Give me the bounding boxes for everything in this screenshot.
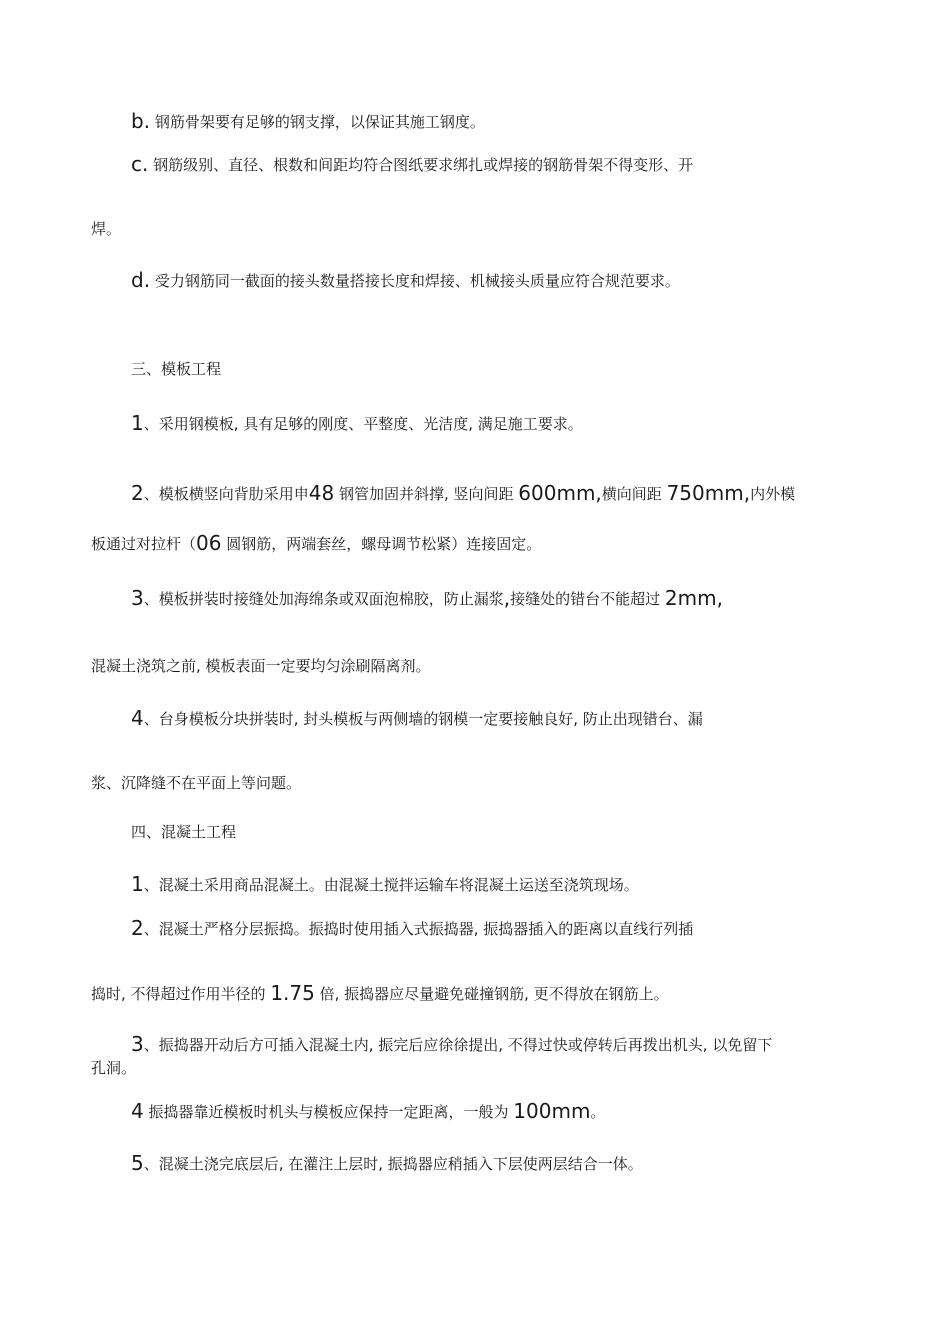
item-marker: 1: [131, 872, 144, 896]
paragraph-formwork-2: [131, 483, 795, 504]
paragraph-text: 、振捣器开动后方可插入混凝土内, 振完后应徐徐提出, 不得过快或停转后再拨出机头, 以免留下: [143, 1036, 773, 1054]
number-value: 750mm,: [666, 481, 751, 505]
paragraph-text: 。: [590, 1103, 606, 1121]
paragraph-text: 横向间距: [601, 485, 667, 503]
number-value: 2mm,: [664, 586, 723, 610]
number-value: ,: [503, 586, 511, 610]
section-heading-concrete: [131, 822, 236, 842]
paragraph-text: 倍, 振捣器应尽量避免碰撞钢筋, 更不得放在钢筋上。: [314, 985, 669, 1003]
number-value: 600mm,: [518, 481, 602, 505]
paragraph-text: 钢筋骨架要有足够的钢支撑，以保证其施工钢度。: [150, 113, 485, 131]
paragraph-text: 、台身模板分块拼装时, 封头模板与两侧墙的钢模一定要接触良好, 防止出现错台、漏: [143, 710, 703, 728]
paragraph-text: 钢管加固并斜撑, 竖向间距: [334, 485, 519, 503]
item-marker: 4: [131, 706, 144, 730]
section-title: 四、混凝土工程: [131, 823, 237, 841]
paragraph-text: 孔洞。: [91, 1059, 137, 1077]
paragraph-text: 、模板横竖向背肋采用申: [143, 485, 309, 503]
paragraph-text: 、混凝土浇完底层后, 在灌注上层时, 振捣器应稍插入下层使两层结合一体。: [143, 1155, 643, 1173]
paragraph-concrete-3: [131, 1034, 772, 1055]
paragraph-text: 、采用钢模板, 具有足够的刚度、平整度、光洁度, 满足施工要求。: [143, 415, 583, 433]
paragraph-c: [131, 154, 693, 175]
number-value: 48: [308, 481, 335, 505]
item-marker: 2: [131, 481, 144, 505]
paragraph-b: [131, 111, 485, 132]
paragraph-text: 捣时, 不得超过作用半径的: [91, 985, 271, 1003]
paragraph-text: 钢筋级别、直径、根数和间距均符合图纸要求绑扎或焊接的钢筋骨架不得变形、开: [148, 156, 694, 174]
item-marker: b.: [131, 109, 151, 133]
item-marker: 5: [131, 1151, 144, 1175]
paragraph-text: 圆钢筋，两端套丝，螺母调节松紧）连接固定。: [221, 535, 542, 553]
paragraph-formwork-1: [131, 413, 583, 434]
item-marker: 3: [131, 586, 144, 610]
paragraph-text: 混凝土浇筑之前, 模板表面一定要均匀涂刷隔离剂。: [91, 657, 431, 675]
paragraph-text: 内外模: [750, 485, 796, 503]
paragraph-text: 接缝处的错台不能超过: [510, 590, 665, 608]
paragraph-concrete-4: [131, 1101, 605, 1122]
item-marker: d.: [131, 268, 151, 292]
paragraph-text: 、混凝土严格分层振捣。振捣时使用插入式振捣器, 振捣器插入的距离以直线行列插: [143, 920, 694, 938]
paragraph-formwork-2-continued: [91, 533, 541, 554]
paragraph-c-continued: [91, 219, 121, 239]
paragraph-formwork-3-continued: [91, 656, 431, 676]
paragraph-concrete-2: [131, 918, 693, 939]
paragraph-text: 、混凝土采用商品混凝土。由混凝土搅拌运输车将混凝土运送至浇筑现场。: [143, 876, 639, 894]
item-marker: 4: [131, 1099, 144, 1123]
number-value: 06: [196, 531, 222, 555]
number-value: 1.75: [270, 981, 315, 1005]
paragraph-formwork-3: [131, 588, 723, 609]
paragraph-formwork-4-continued: [91, 773, 301, 793]
paragraph-concrete-5: [131, 1153, 643, 1174]
item-marker: 3: [131, 1032, 144, 1056]
paragraph-concrete-1: [131, 874, 639, 895]
paragraph-text: 受力钢筋同一截面的接头数量搭接长度和焊接、机械接头质量应符合规范要求。: [150, 272, 680, 290]
paragraph-text: 浆、沉降缝不在平面上等问题。: [91, 774, 302, 792]
section-heading-formwork: [131, 359, 221, 379]
paragraph-text: 振捣器靠近模板时机头与模板应保持一定距离，一般为: [143, 1103, 514, 1121]
paragraph-text: 焊。: [91, 220, 122, 238]
item-marker: 2: [131, 916, 144, 940]
paragraph-text: 板通过对拉杆（: [91, 535, 197, 553]
paragraph-formwork-4: [131, 708, 703, 729]
section-title: 三、模板工程: [131, 360, 222, 378]
paragraph-text: 、模板拼装时接缝处加海绵条或双面泡棉胶，防止漏浆: [143, 590, 504, 608]
paragraph-concrete-2-continued: [91, 983, 669, 1004]
item-marker: 1: [131, 411, 144, 435]
number-value: 100mm: [513, 1099, 591, 1123]
paragraph-d: [131, 270, 680, 291]
paragraph-concrete-3-continued: [91, 1058, 136, 1078]
item-marker: c.: [131, 152, 149, 176]
